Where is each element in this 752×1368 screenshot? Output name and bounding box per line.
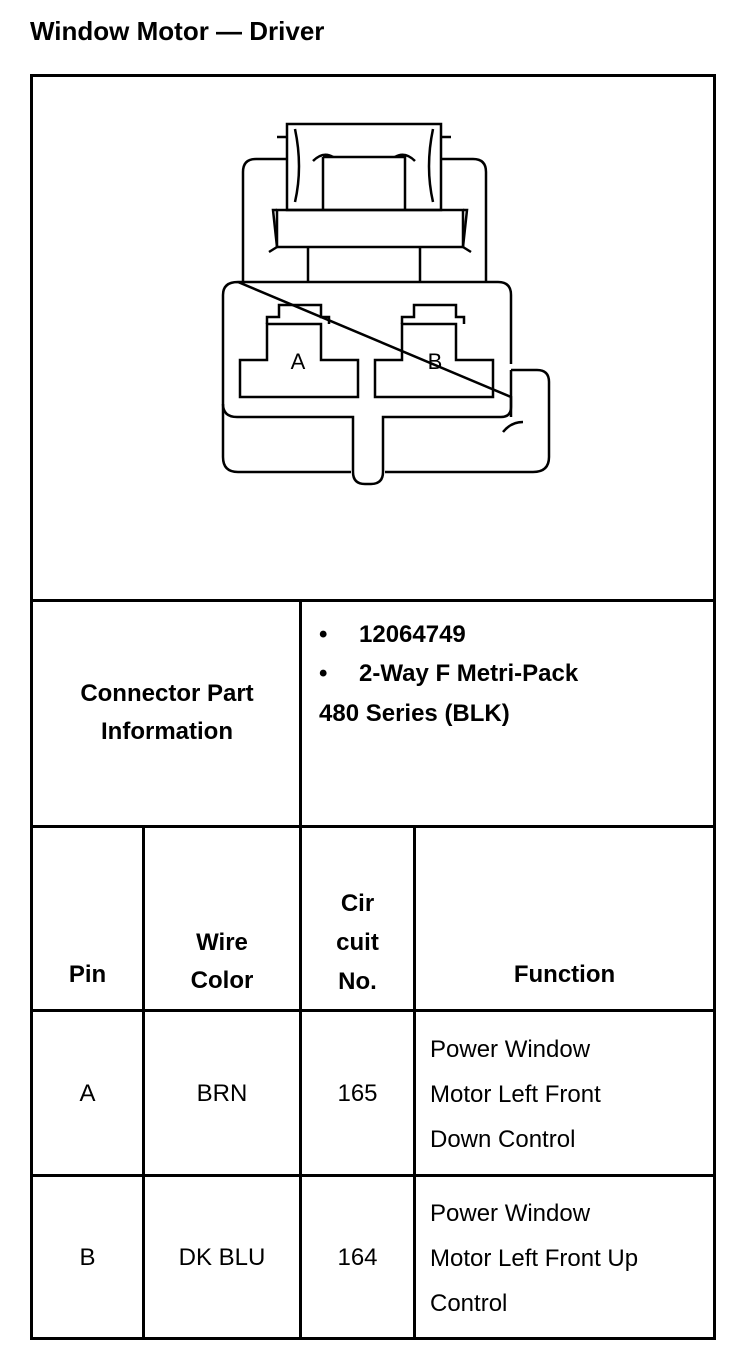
row-a-function-line2: Motor Left Front <box>430 1081 601 1108</box>
latch-body <box>287 124 441 210</box>
divider <box>33 825 713 828</box>
cavity-b-label: B <box>427 349 443 374</box>
row-b-circuit: 164 <box>337 1244 378 1271</box>
row-b-wire-color: DK BLU <box>178 1244 266 1271</box>
part-description <box>319 660 578 688</box>
row-a-pin: A <box>79 1080 96 1107</box>
bullet-icon: • <box>319 660 328 687</box>
part-series: 480 Series (BLK) <box>319 700 510 727</box>
row-b-pin: B <box>79 1244 96 1271</box>
row-a-wire-color: BRN <box>196 1080 248 1107</box>
bullet-icon: • <box>319 621 328 648</box>
row-a-circuit: 165 <box>337 1080 378 1107</box>
connector-table <box>30 74 716 1340</box>
header-circuit <box>302 884 413 1001</box>
cavity-a-label: A <box>290 349 306 374</box>
row-b-function-line3: Control <box>430 1290 508 1317</box>
part-number <box>319 621 466 649</box>
row-b-function-line1: Power Window <box>430 1200 591 1227</box>
divider <box>33 1009 713 1012</box>
lock-bar <box>277 210 463 247</box>
divider <box>33 599 713 602</box>
row-b-function <box>430 1191 710 1326</box>
divider <box>413 828 416 1340</box>
header-circuit-line2: cuit <box>336 929 379 956</box>
row-b-function-line2: Motor Left Front Up <box>430 1245 639 1272</box>
part-number-value: 12064749 <box>359 621 466 648</box>
part-info-label-line2: Information <box>101 718 233 745</box>
header-pin: Pin <box>68 961 107 988</box>
latch-tab <box>323 157 405 210</box>
header-wire-color <box>145 924 299 1000</box>
divider <box>33 1174 713 1177</box>
connector-body <box>223 282 511 484</box>
row-a-function-line3: Down Control <box>430 1126 576 1153</box>
row-a-function-line1: Power Window <box>430 1036 591 1063</box>
row-a-function <box>430 1027 710 1162</box>
part-description-value: 2-Way F Metri-Pack <box>359 660 579 687</box>
housing-outline <box>243 159 486 282</box>
page-title: Window Motor — Driver <box>30 16 325 46</box>
header-wire-color-line2: Color <box>190 967 254 994</box>
header-circuit-line3: No. <box>338 968 377 995</box>
header-circuit-line1: Cir <box>340 890 375 917</box>
part-info-label <box>33 675 301 751</box>
connector-diagram <box>33 77 713 600</box>
part-info-label-line1: Connector Part <box>80 680 254 707</box>
header-wire-color-line1: Wire <box>196 929 248 956</box>
header-function: Function <box>513 961 616 988</box>
